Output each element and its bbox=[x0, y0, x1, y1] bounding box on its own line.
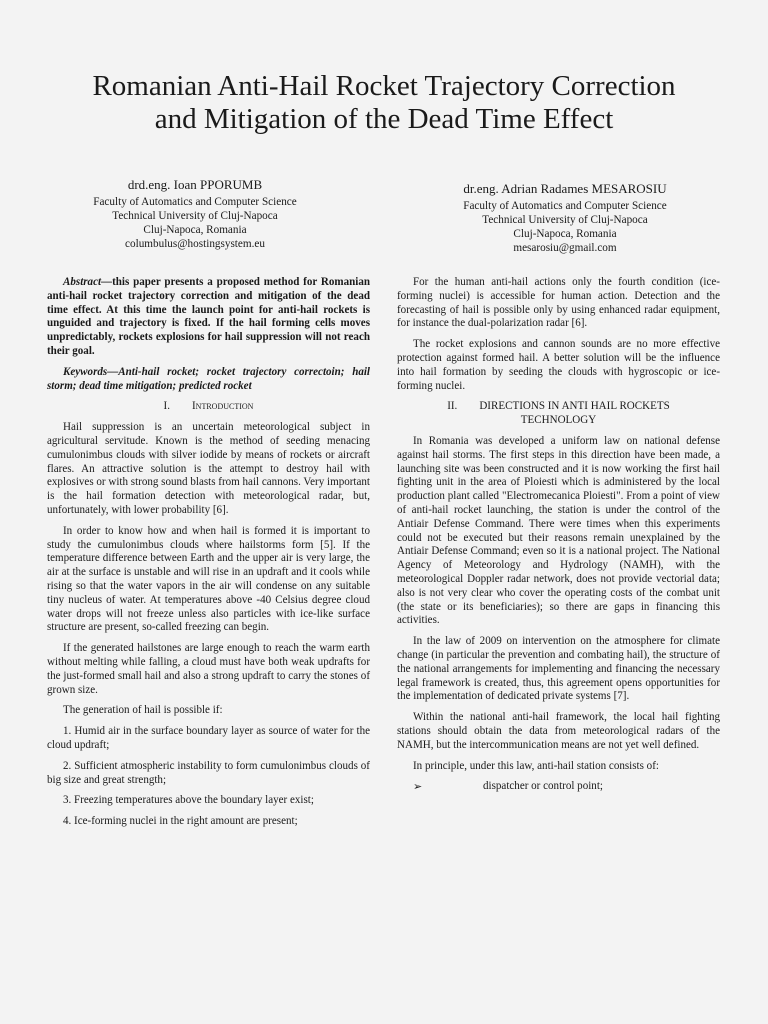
paragraph: The generation of hail is possible if: bbox=[63, 704, 223, 717]
section-title-line-1: DIRECTIONS IN ANTI HAIL ROCKETS bbox=[479, 400, 670, 413]
author-email: mesarosiu@gmail.com bbox=[513, 242, 617, 254]
paragraph: In Romania was developed a uniform law on national defense against hail storms. The first steps in this direction have been made, a launching site was been constructed and it is now working the first hail fighting unit in the area of Ploiesti which is administered by the local production plant called "Electromecanica Ploiesti". From a point of view of anti-hail rocket launching, the station is under the control of the Antiair Defense Command. There were times when this experiments could not be executed but their reasons remain unexplained by the Antiair Defense Command; even so it is a national project. The National Agency of Meteorology and Hydrology (NAMH), with the meteorological Doppler radar network, does not provide vectorial data; also is not very clear who cover the operating costs of the combat unit (the state or its beneficiaries); so there are gaps in financing this activities. bbox=[397, 434, 720, 627]
section-number: II. bbox=[447, 400, 458, 413]
author-location: Cluj-Napoca, Romania bbox=[143, 224, 247, 236]
author-location: Cluj-Napoca, Romania bbox=[513, 228, 617, 240]
bullet-text: dispatcher or control point; bbox=[483, 780, 603, 793]
list-item: 2. Sufficient atmospheric instability to form cumulonimbus clouds of big size and great strength; bbox=[47, 759, 370, 786]
list-item: 1. Humid air in the surface boundary layer as source of water for the cloud updraft; bbox=[47, 725, 370, 751]
abstract-label: Abstract— bbox=[63, 276, 113, 288]
title-line-2: and Mitigation of the Dead Time Effect bbox=[154, 103, 614, 135]
paragraph: If the generated hailstones are large enough to reach the warm earth without melting while falling, a cloud must have both weak updrafts for the just-formed small hail and also a strong updraft to carry the stones of grown size. bbox=[47, 642, 370, 696]
arrow-bullet-icon: ➢ bbox=[413, 780, 423, 794]
abstract-text: this paper presents a proposed method for Romanian anti-hail rocket trajectory correction and mitigation of the dead time effect. At this time the launch point for anti-hail rockets is unguided and trajectory is fixed. If the hail forming cells moves unpredictably, rockets explosions for hail suppression will not reach their goal. bbox=[47, 276, 370, 357]
author-block-1 bbox=[50, 176, 340, 251]
author-name: drd.eng. Ioan PPORUMB bbox=[127, 177, 263, 192]
bullet-item bbox=[413, 780, 720, 794]
paragraph: For the human anti-hail actions only the fourth condition (ice-forming nuclei) is accessible for human action. Detection and the forecasting of hail is possible only by using enhanced radar equipment, for instance the dual-polarization radar [6]. bbox=[397, 276, 720, 330]
abstract bbox=[47, 276, 370, 359]
author-university: Technical University of Cluj-Napoca bbox=[112, 210, 278, 222]
author-email: columbulus@hostingsystem.eu bbox=[125, 238, 265, 250]
author-block-2 bbox=[420, 180, 710, 255]
paper-title bbox=[30, 70, 738, 136]
section-heading-introduction bbox=[47, 400, 370, 414]
left-column bbox=[47, 276, 370, 836]
list-item: 3. Freezing temperatures above the boundary layer exist; bbox=[63, 794, 314, 807]
section-title-line-2: TECHNOLOGY bbox=[520, 414, 597, 427]
right-column bbox=[397, 276, 720, 794]
author-university: Technical University of Cluj-Napoca bbox=[482, 214, 648, 226]
title-line-1: Romanian Anti-Hail Rocket Trajectory Correction bbox=[92, 70, 676, 102]
paragraph: In principle, under this law, anti-hail station consists of: bbox=[413, 759, 659, 772]
section-number: I. bbox=[163, 400, 170, 413]
author-affiliation: Faculty of Automatics and Computer Science bbox=[463, 200, 667, 212]
keywords-label: Keywords— bbox=[63, 365, 119, 378]
paragraph: Hail suppression is an uncertain meteorological subject in agricultural servitude. Known is the method of seeding menacing cumulonimbus clouds with silver iodide by means of rockets or aircraft flares. An attractive solution is the attempt to destroy hail with explosives or with strong sound blasts from hail cannons. Very important is the hail formation detection with meteorological radar, but, unfortunately, with lower probability [6]. bbox=[47, 421, 370, 516]
list-item: 4. Ice-forming nuclei in the right amount are present; bbox=[63, 815, 298, 828]
paragraph: In order to know how and when hail is formed it is important to study the cumulonimbus clouds where hailstorms form [5]. If the temperature difference between Earth and the upper air is very large, the air at the surface is unstable and will rise in an updraft and it cools while rising so that the water vapors in the air will condense on any suitable tiny nucleus of water. At temperatures above -40 Celsius degree cloud water drops will not freeze unless also particles with ice-like surface structure are present, so-called freezing can begin. bbox=[47, 524, 370, 634]
section-heading-directions bbox=[397, 400, 720, 428]
author-name: dr.eng. Adrian Radames MESAROSIU bbox=[463, 181, 667, 196]
keywords-text: Anti-hail rocket; rocket trajectory correctoin; hail storm; dead time mitigation; predicted rocket bbox=[47, 365, 370, 392]
keywords bbox=[47, 366, 370, 394]
paragraph: Within the national anti-hail framework, the local hail fighting stations should obtain the data from meteorological radars of the NAMH, but the intercommunication means are not yet well defined. bbox=[397, 711, 720, 751]
section-title: Introduction bbox=[192, 400, 254, 413]
author-affiliation: Faculty of Automatics and Computer Science bbox=[93, 196, 297, 208]
paragraph: In the law of 2009 on intervention on the atmosphere for climate change (in particular the prevention and combating hail), the structure of the national arrangements for implementing and financing the necessary legal framework is created, thus, this agreement opens opportunities for the implementation of dedicated private systems [7]. bbox=[397, 635, 720, 703]
paragraph: The rocket explosions and cannon sounds are no more effective protection against formed hail. A better solution will be the influence into hail formation by seeding the clouds with hygroscopic or ice-forming nuclei. bbox=[397, 338, 720, 392]
